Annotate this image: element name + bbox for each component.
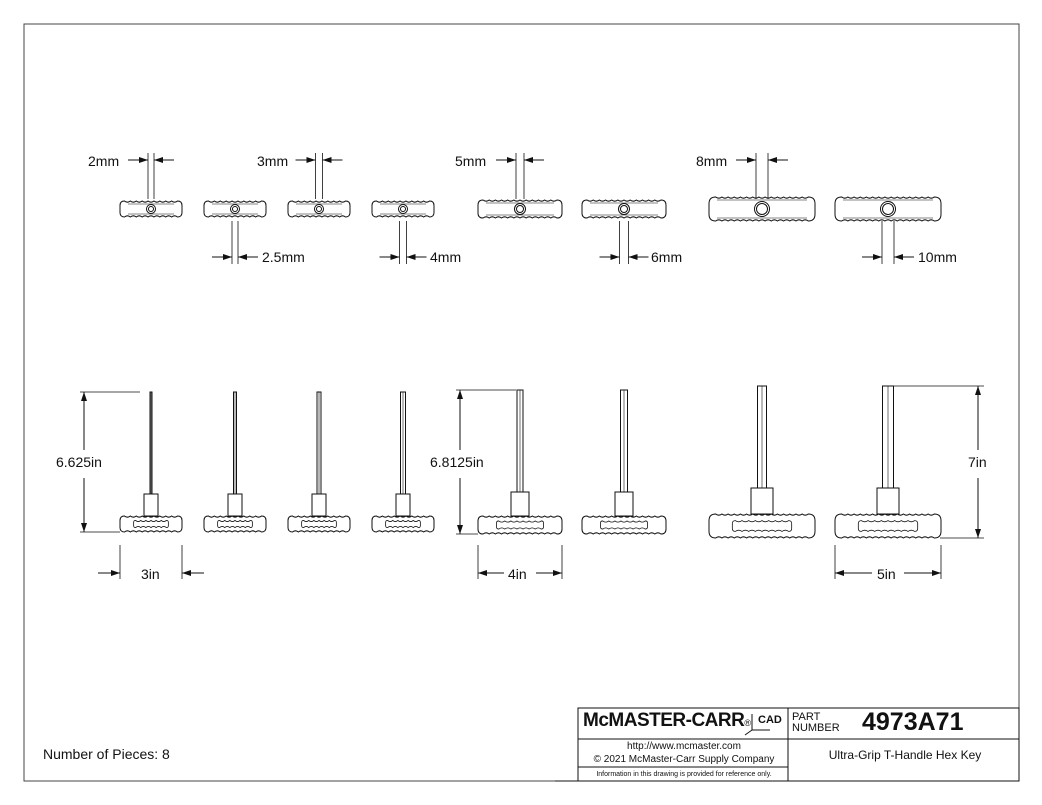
hex-key-top-view — [120, 201, 182, 217]
hex-key-side-view — [204, 392, 266, 532]
hex-key-side-view — [478, 390, 562, 534]
shaft-collar — [231, 205, 240, 214]
hub — [312, 494, 326, 516]
dim-label-6mm: 6mm — [651, 249, 683, 265]
handle-side-outline — [835, 514, 941, 538]
handle-side-outline — [709, 514, 815, 538]
height-label-7in: 7in — [968, 454, 987, 470]
dim-label-3mm: 3mm — [257, 153, 289, 169]
hex-key-side-view — [835, 386, 941, 538]
hex-key-top-view — [582, 200, 666, 218]
hex-key-top-view — [204, 201, 266, 217]
dim-label-10mm: 10mm — [918, 249, 957, 265]
copyright: © 2021 McMaster-Carr Supply Company — [593, 754, 775, 765]
dim-label-2-5mm: 2.5mm — [262, 249, 305, 265]
hex-key-side-view — [709, 386, 815, 538]
top-view-group — [120, 153, 941, 264]
hex-key-side-view — [582, 390, 666, 534]
dimension-above — [296, 153, 343, 199]
mcmaster-carr-logo — [583, 710, 750, 732]
registered-mark: ® — [744, 718, 751, 728]
part-number: 4973A71 — [862, 708, 964, 736]
handle-side-outline — [120, 516, 182, 532]
hex-key-top-view — [478, 200, 562, 218]
width-label-5in: 5in — [877, 566, 896, 582]
number-of-pieces: Number of Pieces: 8 — [43, 746, 170, 762]
handle-side-outline — [478, 516, 562, 534]
handle-side-outline — [372, 516, 434, 532]
hub — [144, 494, 158, 516]
shaft-collar — [399, 205, 408, 214]
height-label-6-625in: 6.625in — [56, 454, 102, 470]
dim-label-8mm: 8mm — [696, 153, 728, 169]
hub — [877, 488, 899, 514]
logo-text: McMASTER-CARR — [583, 710, 745, 731]
dim-label-4mm: 4mm — [430, 249, 462, 265]
hub — [396, 494, 410, 516]
width-label-3in: 3in — [141, 566, 160, 582]
dimension-above — [128, 153, 174, 199]
hex-key-top-view — [835, 197, 941, 221]
shaft-collar — [315, 205, 324, 214]
part-number-label — [792, 712, 840, 734]
part-description: Ultra-Grip T-Handle Hex Key — [828, 748, 982, 762]
hex-key-top-view — [372, 201, 434, 217]
handle-side-outline — [204, 516, 266, 532]
dimension-below — [212, 221, 258, 264]
cad-mark: CAD — [758, 714, 782, 726]
reference-note: Information in this drawing is provided for reference only. — [596, 771, 772, 778]
hub — [511, 492, 529, 516]
dim-label-5mm: 5mm — [455, 153, 487, 169]
hub — [751, 488, 773, 514]
shaft-collar — [147, 205, 156, 214]
hex-key-side-view — [120, 392, 182, 532]
dim-label-2mm: 2mm — [88, 153, 120, 169]
width-label-4in: 4in — [508, 566, 527, 582]
hex-key-side-view — [288, 392, 350, 532]
side-view-group — [80, 386, 984, 579]
handle-side-outline — [288, 516, 350, 532]
dimension-above — [496, 153, 544, 199]
dimension-below — [862, 221, 914, 264]
handle-side-outline — [582, 516, 666, 534]
height-label-6-8125in: 6.8125in — [430, 454, 484, 470]
part-label-line2: NUMBER — [792, 722, 840, 734]
hex-key-top-view — [288, 201, 350, 217]
dimension-above — [736, 153, 788, 199]
part-label-line1: PART — [792, 711, 821, 723]
dimension-below — [380, 221, 427, 264]
dimension-below — [600, 221, 649, 264]
hub — [615, 492, 633, 516]
website-url: http://www.mcmaster.com — [627, 741, 741, 752]
hub — [228, 494, 242, 516]
hex-key-top-view — [709, 197, 815, 221]
hex-key-side-view — [372, 392, 434, 532]
